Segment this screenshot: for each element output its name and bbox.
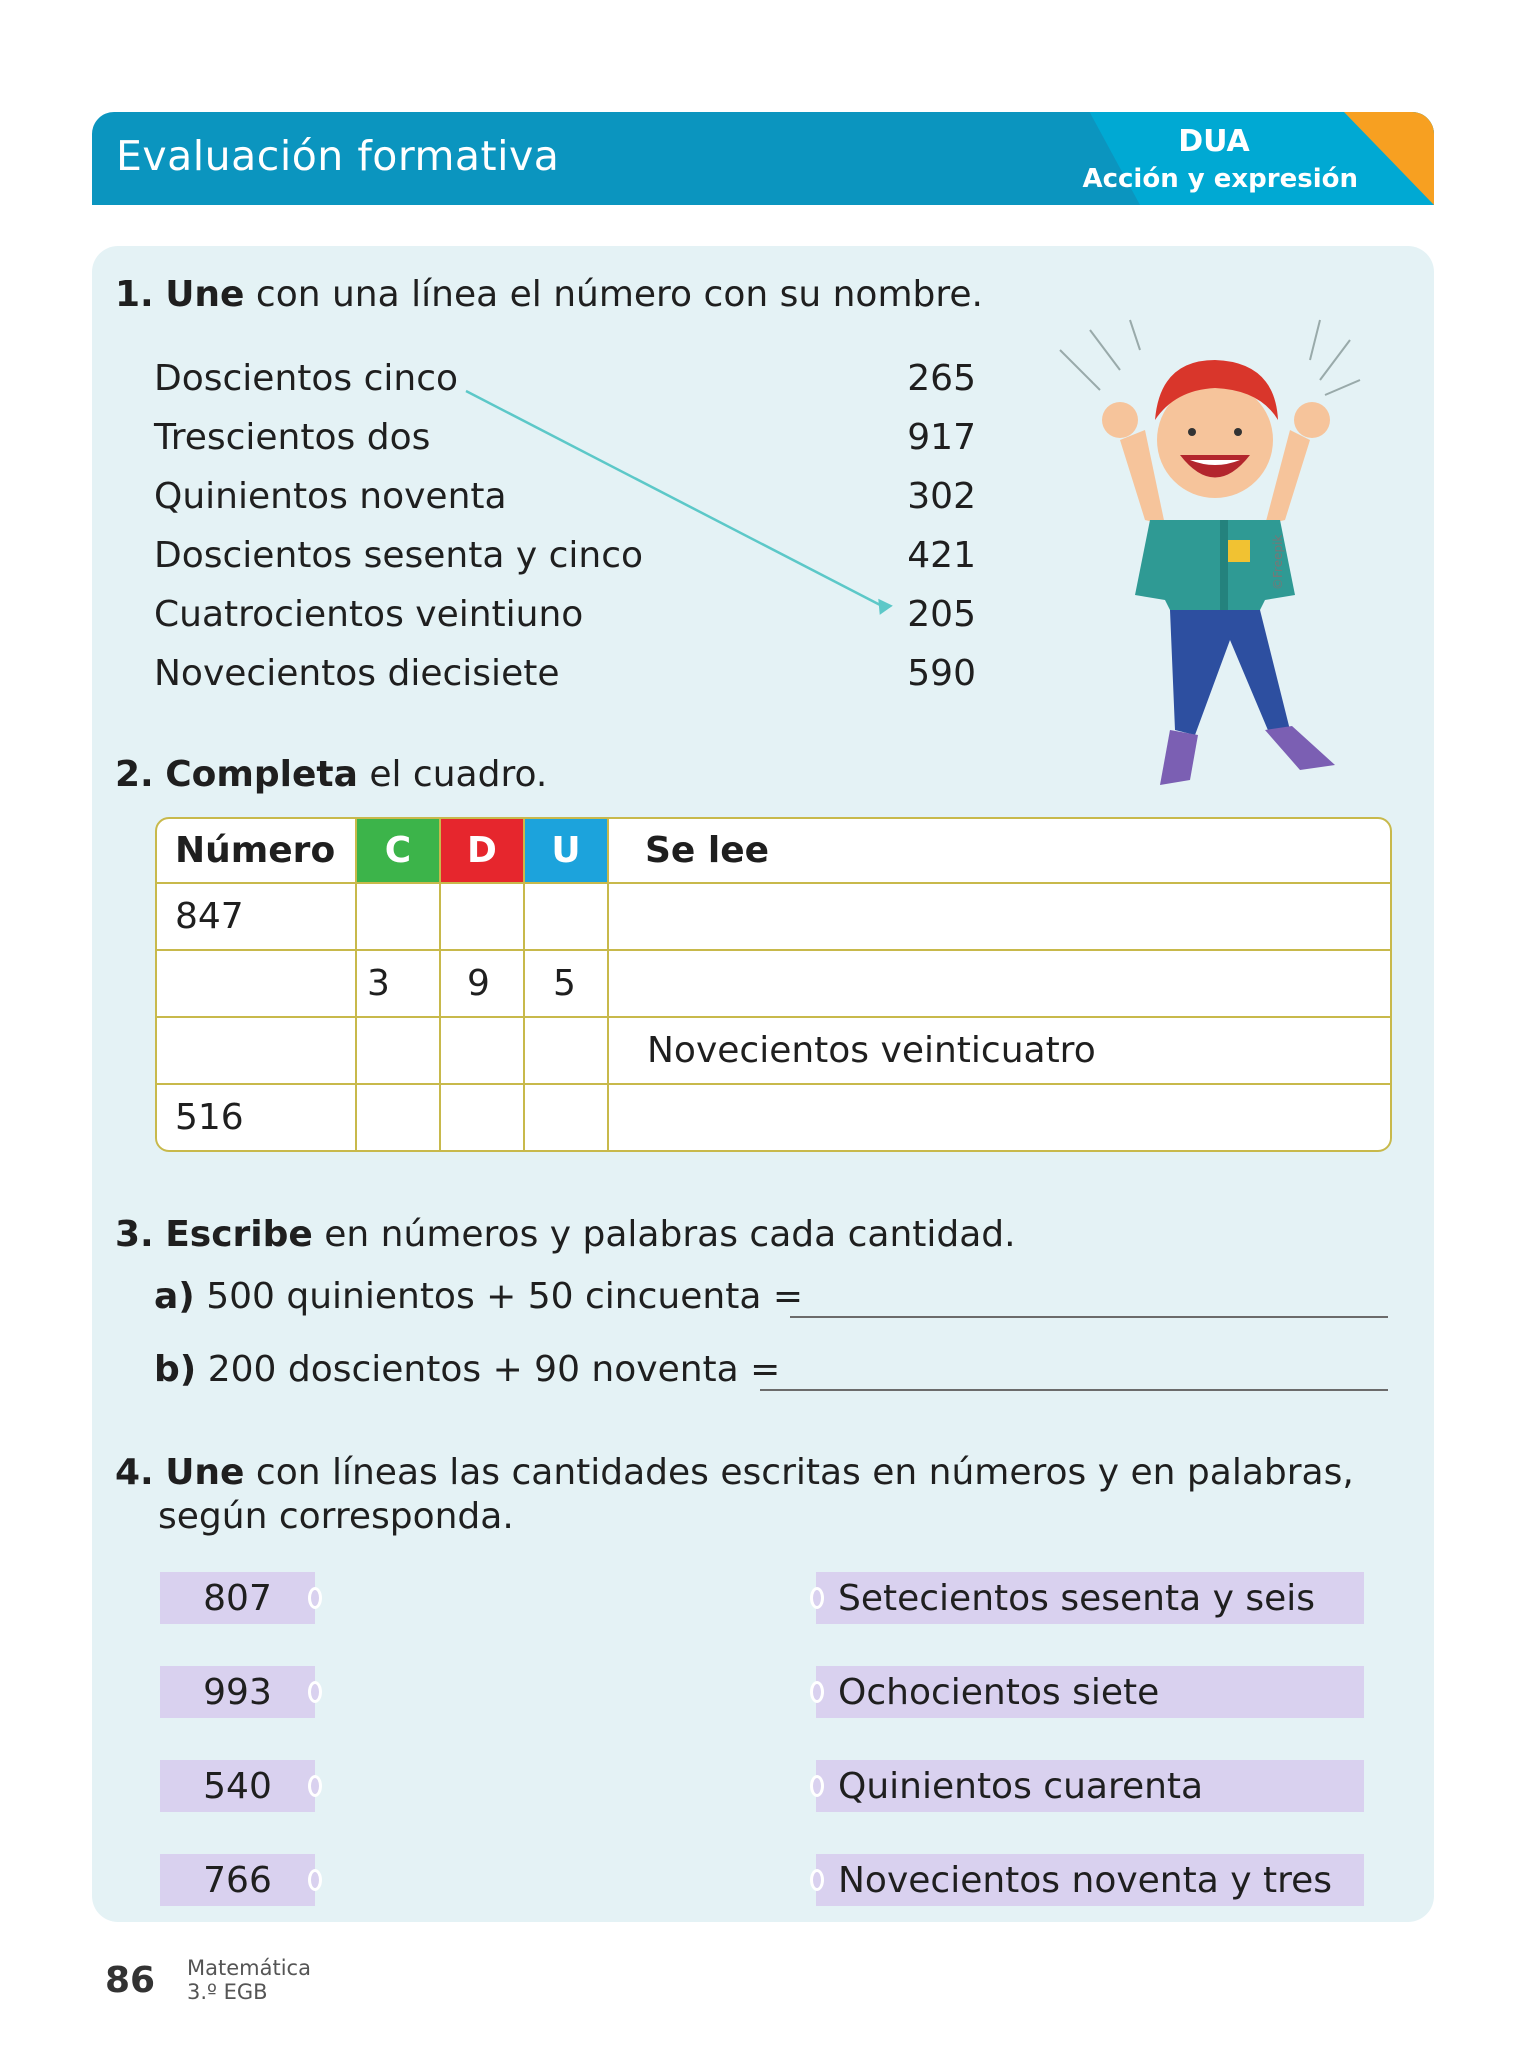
q1-numbers-list — [900, 358, 976, 712]
q1-number: 302 — [907, 476, 976, 517]
cell-c[interactable] — [357, 1018, 441, 1085]
cell-se-lee[interactable]: Novecientos veinticuatro — [609, 1018, 1390, 1085]
page-number: 86 — [105, 1960, 156, 2001]
answer-line-b[interactable] — [760, 1389, 1388, 1391]
connector-dot[interactable] — [308, 1681, 322, 1703]
header-u: U — [525, 819, 609, 884]
cell-c[interactable]: 3 — [357, 951, 441, 1018]
cell-d[interactable] — [441, 884, 525, 951]
header-se-lee: Se lee — [609, 819, 1390, 884]
q1-name: Doscientos cinco — [154, 358, 459, 399]
cell-u[interactable] — [525, 884, 609, 951]
q1-number: 590 — [907, 653, 976, 694]
cell-numero[interactable] — [157, 1018, 357, 1085]
cell-numero[interactable]: 516 — [157, 1085, 357, 1150]
q1-name: Cuatrocientos veintiuno — [154, 594, 584, 635]
number-box: 766 — [160, 1854, 315, 1906]
word-box: Setecientos sesenta y seis — [816, 1572, 1364, 1624]
cell-se-lee[interactable] — [609, 884, 1390, 951]
dua-title: DUA — [1178, 124, 1250, 159]
cell-numero[interactable] — [157, 951, 357, 1018]
q1-number: 205 — [907, 594, 976, 635]
header-c: C — [357, 819, 441, 884]
connector-dot[interactable] — [308, 1775, 322, 1797]
question-3: 3. Escribe en números y palabras cada cantidad. — [115, 1214, 1016, 1255]
footer-grade: 3.º EGB — [187, 1980, 268, 2004]
connector-dot[interactable] — [308, 1587, 322, 1609]
cell-se-lee[interactable] — [609, 951, 1390, 1018]
connector-dot[interactable] — [810, 1775, 824, 1797]
cell-d[interactable] — [441, 1085, 525, 1150]
question-4-line2: según corresponda. — [158, 1496, 514, 1537]
question-2: 2. Completa el cuadro. — [115, 754, 548, 795]
q1-name: Trescientos dos — [154, 417, 431, 458]
cell-c[interactable] — [357, 884, 441, 951]
q1-name: Doscientos sesenta y cinco — [154, 535, 644, 576]
cell-se-lee[interactable] — [609, 1085, 1390, 1150]
connector-dot[interactable] — [308, 1869, 322, 1891]
boy-illustration — [1050, 290, 1380, 790]
connector-dot[interactable] — [810, 1681, 824, 1703]
q3-item-a: a) 500 quinientos + 50 cincuenta = — [154, 1276, 803, 1317]
number-box: 807 — [160, 1572, 315, 1624]
cell-u[interactable] — [525, 1085, 609, 1150]
answer-line-a[interactable] — [790, 1316, 1388, 1318]
header-d: D — [441, 819, 525, 884]
section-title: Evaluación formativa — [116, 132, 560, 180]
footer-subject: Matemática — [187, 1956, 311, 1980]
connector-dot[interactable] — [810, 1869, 824, 1891]
place-value-table — [155, 817, 1392, 1152]
word-box: Ochocientos siete — [816, 1666, 1364, 1718]
header-numero: Número — [157, 819, 357, 884]
q1-number: 421 — [907, 535, 976, 576]
dua-subtitle: Acción y expresión — [1082, 164, 1358, 194]
cell-c[interactable] — [357, 1085, 441, 1150]
word-box: Quinientos cuarenta — [816, 1760, 1364, 1812]
q3-item-b: b) 200 doscientos + 90 noventa = — [154, 1349, 781, 1390]
cell-d[interactable]: 9 — [441, 951, 525, 1018]
q1-name: Quinientos noventa — [154, 476, 507, 517]
question-1: 1. Une con una línea el número con su nombre. — [115, 274, 983, 315]
header-banner — [92, 112, 1434, 205]
q1-name: Novecientos diecisiete — [154, 653, 560, 694]
word-box: Novecientos noventa y tres — [816, 1854, 1364, 1906]
cell-d[interactable] — [441, 1018, 525, 1085]
cell-numero[interactable]: 847 — [157, 884, 357, 951]
connector-dot[interactable] — [810, 1587, 824, 1609]
q1-number: 917 — [907, 417, 976, 458]
example-arrow — [460, 385, 900, 615]
number-box: 993 — [160, 1666, 315, 1718]
number-box: 540 — [160, 1760, 315, 1812]
image-credit: ©Freepik — [1271, 534, 1285, 590]
q1-number: 265 — [907, 358, 976, 399]
cell-u[interactable]: 5 — [525, 951, 609, 1018]
question-4: 4. Une con líneas las cantidades escritas en números y en palabras, — [115, 1452, 1354, 1493]
cell-u[interactable] — [525, 1018, 609, 1085]
